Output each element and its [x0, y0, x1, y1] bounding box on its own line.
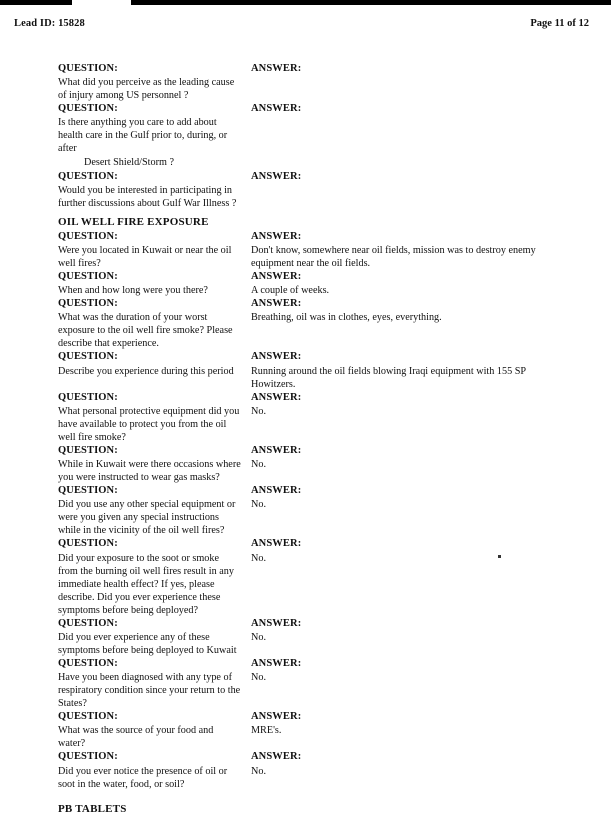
question-label: QUESTION: — [58, 711, 118, 723]
answer-column — [247, 391, 559, 418]
qa-item — [0, 350, 611, 390]
answer-label: ANSWER: — [251, 230, 302, 242]
answer-text: No. — [251, 672, 266, 684]
answer-text: No. — [251, 459, 266, 471]
answer-label: ANSWER: — [251, 485, 302, 497]
question-label: QUESTION: — [58, 485, 118, 497]
answer-label: ANSWER: — [251, 298, 302, 310]
answer-column — [247, 537, 559, 564]
answer-text: A couple of weeks. — [251, 285, 330, 297]
question-column — [0, 484, 247, 537]
answer-text: No. — [251, 552, 266, 564]
answer-text: Running around the oil fields blowing Iraqi equipment with 155 SP Howitzers. — [251, 365, 526, 390]
answer-label: ANSWER: — [251, 538, 302, 550]
qa-item — [0, 750, 611, 790]
question-label: QUESTION: — [58, 103, 118, 115]
answer-text: No. — [251, 499, 266, 511]
answer-label: ANSWER: — [251, 103, 302, 115]
question-text: Describe you experience during this period — [58, 365, 234, 377]
answer-column — [247, 170, 559, 184]
qa-item — [0, 270, 611, 297]
answer-label: ANSWER: — [251, 63, 302, 74]
qa-item — [0, 617, 611, 657]
answer-label: ANSWER: — [251, 751, 302, 763]
qa-item — [0, 537, 611, 616]
question-text: What personal protective equipment did you have available to protect you from the oil well fire smoke? — [58, 405, 240, 443]
answer-column — [247, 230, 559, 270]
question-label: QUESTION: — [58, 270, 118, 282]
question-text: Have you been diagnosed with any type of respiratory condition since your return to the States? — [58, 672, 241, 710]
question-column — [0, 62, 247, 102]
page-number: Page 11 of 12 — [530, 18, 589, 29]
question-label: QUESTION: — [58, 351, 118, 363]
question-text: When and how long were you there? — [58, 285, 208, 297]
question-column — [0, 710, 247, 750]
answer-text: No. — [251, 765, 266, 777]
section-title-pb-tablets: PB TABLETS — [58, 802, 127, 815]
answer-column — [247, 297, 559, 324]
lead-id: Lead ID: 15828 — [14, 18, 85, 29]
answer-column — [247, 710, 559, 737]
answer-column — [247, 350, 559, 390]
answer-text: Breathing, oil was in clothes, eyes, everything. — [251, 312, 442, 324]
answer-label: ANSWER: — [251, 657, 302, 669]
question-text: Did you ever notice the presence of oil or soot in the water, food, or soil? — [58, 765, 228, 790]
answer-label: ANSWER: — [251, 444, 302, 456]
scan-artifact-bar-left — [0, 0, 72, 5]
answer-column — [247, 270, 559, 297]
qa-item — [0, 484, 611, 537]
answer-column — [247, 484, 559, 511]
qa-item — [0, 391, 611, 444]
answer-text: Don't know, somewhere near oil fields, mission was to destroy enemy equipment near the oil fields. — [251, 244, 536, 269]
question-label: QUESTION: — [58, 617, 118, 629]
answer-label: ANSWER: — [251, 711, 302, 723]
answer-label: ANSWER: — [251, 351, 302, 363]
question-text: Were you located in Kuwait or near the oil well fires? — [58, 244, 232, 269]
question-column — [0, 750, 247, 790]
answer-text: No. — [251, 631, 266, 643]
question-text: Would you be interested in participating in further discussions about Gulf War Illness ? — [58, 184, 237, 209]
page-header — [0, 18, 611, 34]
qa-item — [0, 102, 611, 169]
question-label: QUESTION: — [58, 391, 118, 403]
question-column — [0, 537, 247, 616]
question-label: QUESTION: — [58, 538, 118, 550]
question-label: QUESTION: — [58, 657, 118, 669]
answer-column — [247, 62, 559, 76]
question-text: What was the source of your food and water? — [58, 725, 214, 750]
document-body — [0, 62, 611, 815]
qa-item — [0, 657, 611, 710]
qa-item — [0, 230, 611, 270]
question-text: Is there anything you care to add about health care in the Gulf prior to, during, or after — [58, 117, 228, 155]
answer-label: ANSWER: — [251, 170, 302, 182]
qa-item — [0, 297, 611, 350]
answer-column — [247, 102, 559, 116]
question-text: While in Kuwait were there occasions where you were instructed to wear gas masks? — [58, 459, 241, 484]
question-text: Did you ever experience any of these symptoms before being deployed to Kuwait — [58, 631, 237, 656]
answer-column — [247, 750, 559, 777]
question-text-continued: Desert Shield/Storm ? — [84, 157, 174, 169]
question-text: Did you use any other special equipment or were you given any special instructions while in the vicinity of the oil well fires? — [58, 499, 236, 537]
answer-column — [247, 617, 559, 644]
question-column — [0, 391, 247, 444]
qa-item — [0, 170, 611, 210]
answer-label: ANSWER: — [251, 391, 302, 403]
answer-label: ANSWER: — [251, 617, 302, 629]
scan-speck — [498, 555, 501, 558]
question-column — [0, 350, 247, 377]
qa-item — [0, 444, 611, 484]
question-label: QUESTION: — [58, 63, 118, 74]
question-text: What was the duration of your worst exposure to the oil well fire smoke? Please describe that experience. — [58, 312, 233, 350]
answer-column — [247, 657, 559, 684]
qa-item — [0, 62, 611, 102]
section-title: OIL WELL FIRE EXPOSURE — [58, 215, 209, 228]
answer-text: MRE's. — [251, 725, 282, 737]
question-label: QUESTION: — [58, 751, 118, 763]
question-column — [0, 270, 247, 297]
scan-artifact-bar-top — [131, 0, 611, 5]
question-text: Did your exposure to the soot or smoke from the burning oil well fires result in any immediate health effect? If yes, please describe. Did you ever experience these symptoms before being deployed? — [58, 552, 234, 616]
question-column — [0, 102, 247, 169]
question-column — [0, 170, 247, 210]
answer-label: ANSWER: — [251, 270, 302, 282]
question-column — [0, 617, 247, 657]
question-column — [0, 657, 247, 710]
question-column — [0, 444, 247, 484]
question-column — [0, 230, 247, 270]
qa-item — [0, 710, 611, 750]
question-label: QUESTION: — [58, 444, 118, 456]
question-text: What did you perceive as the leading cause of injury among US personnel ? — [58, 77, 235, 102]
qa-section — [0, 62, 611, 210]
question-label: QUESTION: — [58, 170, 118, 182]
question-label: QUESTION: — [58, 230, 118, 242]
answer-column — [247, 444, 559, 471]
answer-text: No. — [251, 405, 266, 417]
question-label: QUESTION: — [58, 298, 118, 310]
question-column — [0, 297, 247, 350]
qa-section — [0, 230, 611, 791]
